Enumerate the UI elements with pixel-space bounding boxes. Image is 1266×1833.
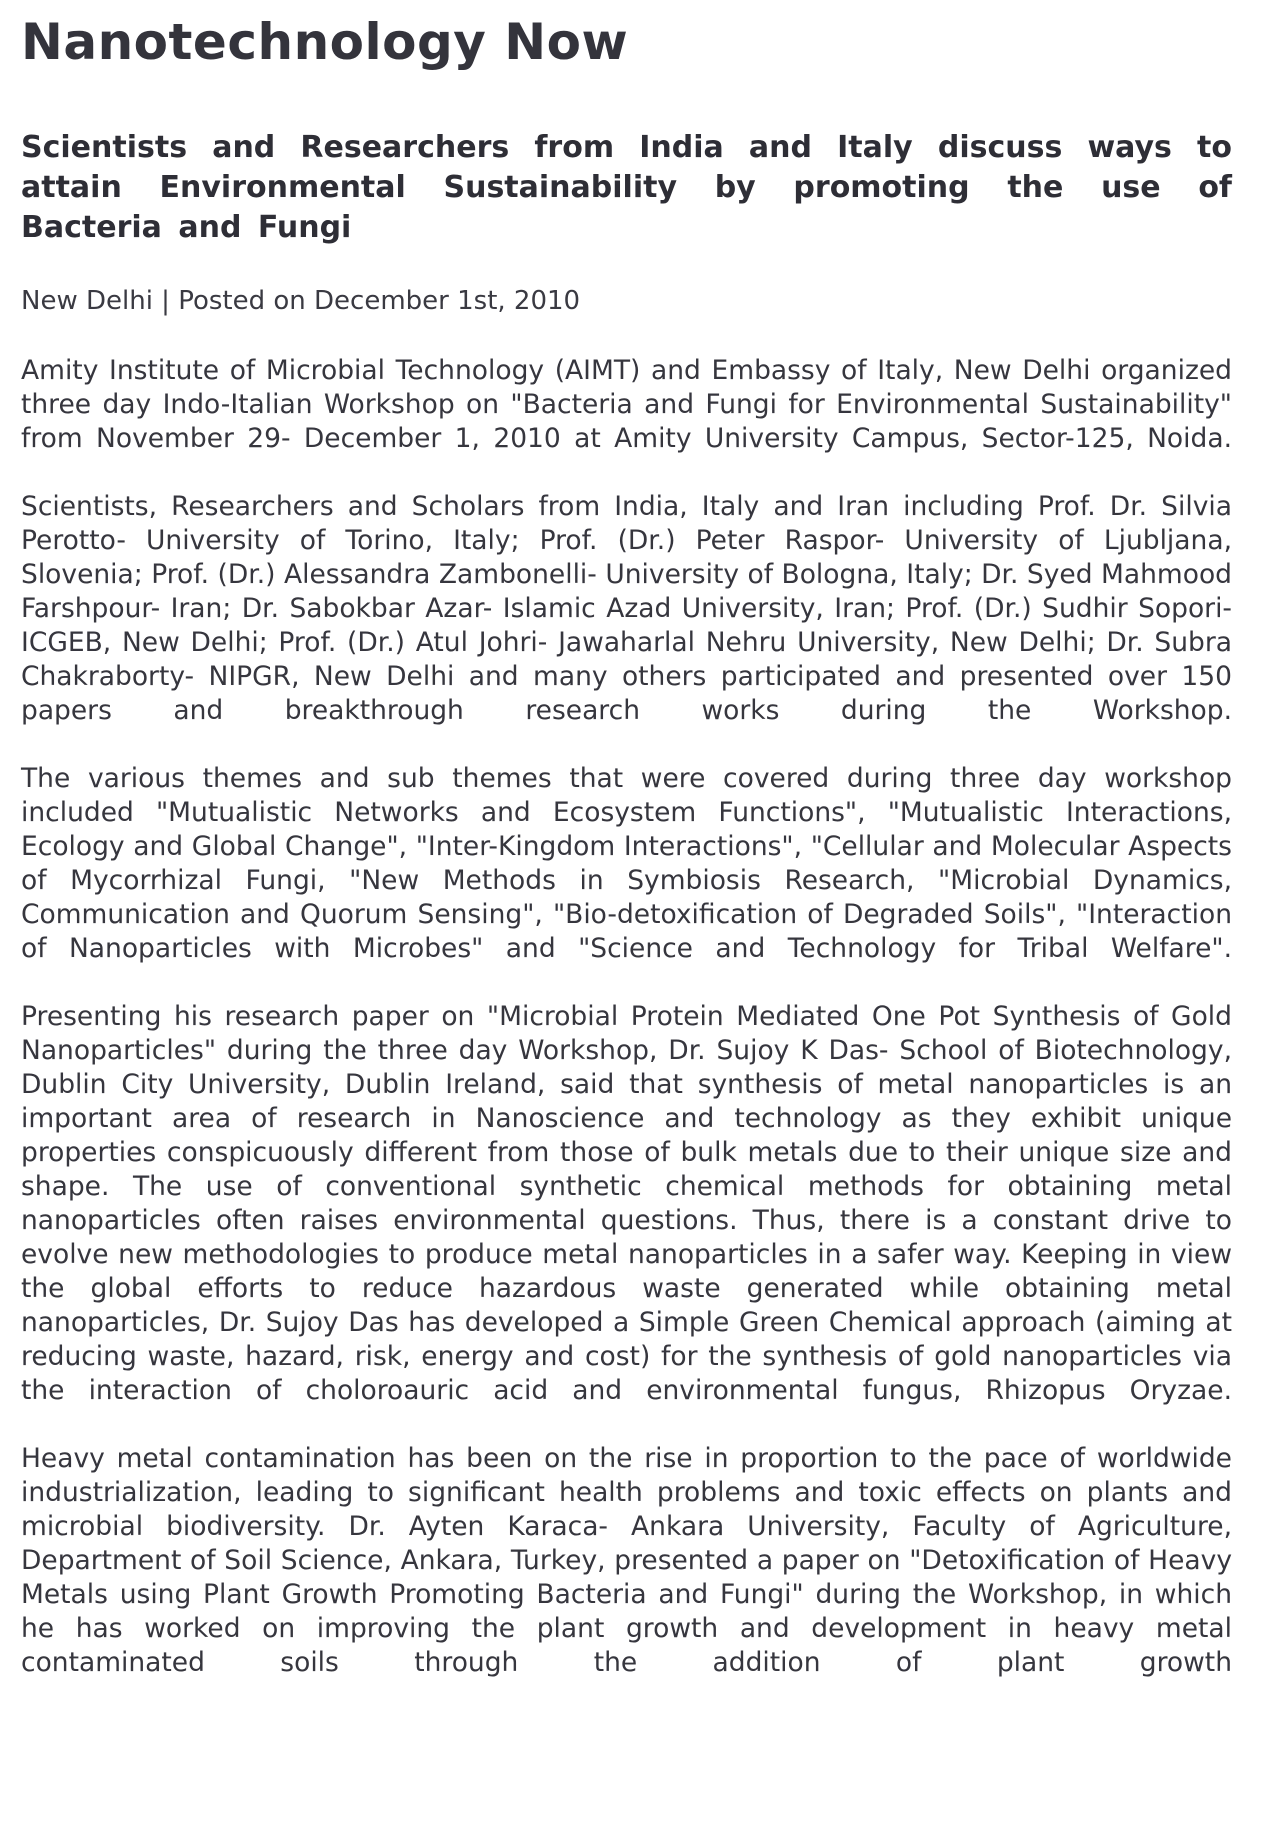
article-paragraph: Amity Institute of Microbial Technology (AIMT) and Embassy of Italy, New Delhi organized three day Indo-Italian Workshop on "Bacteria and Fungi for Environmental Sustainability" from November 29- December 1, 2010 at Amity University Campus, Sector-125, Noida. <box>21 355 1232 454</box>
article-paragraph: Scientists, Researchers and Scholars from India, Italy and Iran including Prof. Dr. Silvia Perotto- University of Torino, Italy; Prof. (Dr.) Peter Raspor- University of Ljubljana, Slovenia; Prof. (Dr.) Alessandra Zambonelli- University of Bologna, Italy; Dr. Syed Mahmood Farshpour- Iran; Dr. Sabokbar Azar- Islamic Azad University, Iran; Prof. (Dr.) Sudhir Sopori- ICGEB, New Delhi; Prof. (Dr.) Atul Johri- Jawaharlal Nehru University, New Delhi; Dr. Subra Chakraborty- NIPGR, New Delhi and many others participated and presented over 150 papers and breakthrough research works during the Workshop. <box>21 491 1232 726</box>
article-headline: Scientists and Researchers from India and Italy discuss ways to attain Environmental Sustainability by promoting the use of Bacteria and Fungi <box>21 130 1232 245</box>
article-body <box>21 354 1232 1680</box>
article-paragraph: Presenting his research paper on "Microbial Protein Mediated One Pot Synthesis of Gold Nanoparticles" during the three day Workshop, Dr. Sujoy K Das- School of Biotechnology, Dublin City University, Dublin Ireland, said that synthesis of metal nanoparticles is an important area of research in Nanoscience and technology as they exhibit unique properties conspicuously different from those of bulk metals due to their unique size and shape. The use of conventional synthetic chemical methods for obtaining metal nanoparticles often raises environmental questions. Thus, there is a constant drive to evolve new methodologies to produce metal nanoparticles in a safer way. Keeping in view the global efforts to reduce hazardous waste generated while obtaining metal nanoparticles, Dr. Sujoy Das has developed a Simple Green Chemical approach (aiming at reducing waste, hazard, risk, energy and cost) for the synthesis of gold nanoparticles via the interaction of choloroauric acid and environmental fungus, Rhizopus Oryzae. <box>21 1001 1232 1406</box>
document-page <box>21 12 1232 1714</box>
article-dateline: New Delhi | Posted on December 1st, 2010 <box>21 286 581 316</box>
site-title: Nanotechnology Now <box>21 13 629 71</box>
article-paragraph: Heavy metal contamination has been on the rise in proportion to the pace of worldwide industrialization, leading to significant health problems and toxic effects on plants and microbial biodiversity. Dr. Ayten Karaca- Ankara University, Faculty of Agriculture, Department of Soil Science, Ankara, Turkey, presented a paper on "Detoxification of Heavy Metals using Plant Growth Promoting Bacteria and Fungi" during the Workshop, in which he has worked on improving the plant growth and development in heavy metal contaminated soils through the addition of plant growth <box>21 1443 1232 1678</box>
article-paragraph: The various themes and sub themes that were covered during three day workshop included "Mutualistic Networks and Ecosystem Functions", "Mutualistic Interactions, Ecology and Global Change", "Inter-Kingdom Interactions", "Cellular and Molecular Aspects of Mycorrhizal Fungi, "New Methods in Symbiosis Research, "Microbial Dynamics, Communication and Quorum Sensing", "Bio-detoxification of Degraded Soils", "Interaction of Nanoparticles with Microbes" and "Science and Technology for Tribal Welfare". <box>21 763 1232 964</box>
